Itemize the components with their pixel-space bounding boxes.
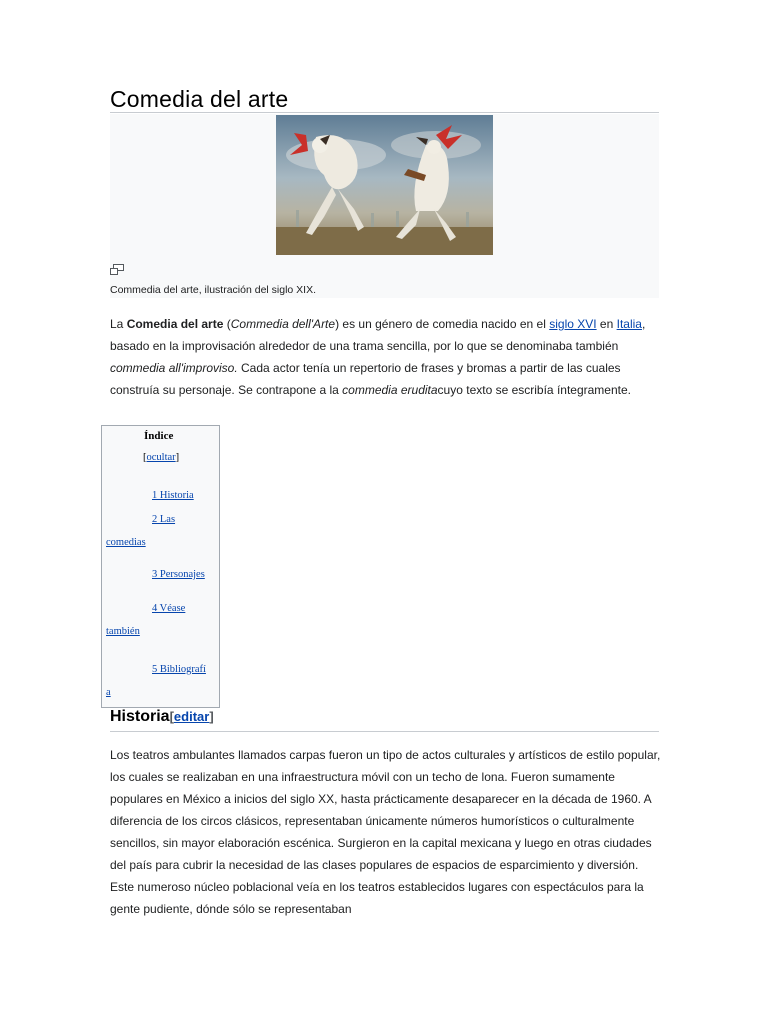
- toc-link[interactable]: 1 Historia: [152, 490, 194, 501]
- lead-text: en: [596, 317, 617, 331]
- lead-text: (: [223, 317, 231, 331]
- edit-bracket: ]: [209, 709, 214, 724]
- toc-item-historia[interactable]: [106, 484, 218, 507]
- thumbnail-figure: [110, 114, 659, 298]
- lead-text: La: [110, 317, 127, 331]
- toc-item-comedias[interactable]: [106, 508, 218, 554]
- lead-paragraph: [110, 313, 662, 401]
- section-heading-text: Historia: [110, 708, 170, 725]
- page-title: Comedia del arte: [110, 86, 289, 112]
- enlarge-icon[interactable]: [110, 264, 124, 275]
- table-of-contents: [101, 425, 220, 708]
- lead-text: ) es un género de comedia nacido en el: [335, 317, 550, 331]
- section-paragraph: Los teatros ambulantes llamados carpas fueron un tipo de actos culturales y artísticos de estilo popular, los cuales se realizaban en una infraestructura móvil con un techo de lona. Fueron sumamente populares en México a inicios del siglo XX, hasta prácticamente desaparecer en la década de 1960. A diferencia de los circos clásicos, representaban únicamente números humorísticos o culturalmente sencillos, sin mayor elaboración escénica. Surgieron en la capital mexicana y luego en otras ciudades del país para cubrir la necesidad de las clases populares de espacios de esparcimiento y diversión. Este numeroso núcleo poblacional veía en los teatros establecidos lugares con espectáculos para la gente pudiente, dónde sólo se representaban: [110, 748, 661, 916]
- edit-bracket: [: [169, 709, 174, 724]
- link-italia[interactable]: Italia: [616, 317, 642, 331]
- figure-caption: Commedia del arte, ilustración del siglo XIX.: [110, 284, 317, 296]
- toc-link[interactable]: también: [106, 626, 140, 637]
- section-heading-historia: [110, 708, 214, 726]
- toc-link[interactable]: comedias: [106, 537, 146, 548]
- lead-italic-term: commedia erudita: [342, 383, 438, 397]
- toc-link[interactable]: 3 Personajes: [152, 569, 205, 580]
- link-siglo-xvi[interactable]: siglo XVI: [549, 317, 597, 331]
- toc-item-vease-tambien[interactable]: [106, 597, 218, 643]
- toc-bracket: ]: [175, 452, 180, 463]
- lead-text: , basado en la improvisación alrededor de una trama sencilla, por lo que se denominaba también: [110, 317, 646, 353]
- toc-title: Índice: [144, 430, 174, 442]
- lead-bold-term: Comedia del arte: [126, 317, 224, 331]
- lead-italic-term: commedia all'improviso.: [110, 361, 238, 375]
- toc-item-bibliografia[interactable]: [106, 658, 218, 704]
- section-divider: [110, 731, 659, 732]
- toc-link[interactable]: 4 Véase: [152, 603, 186, 614]
- toc-bracket: [: [143, 452, 147, 463]
- toc-hide-link[interactable]: ocultar: [146, 452, 176, 463]
- edit-section: [170, 709, 214, 724]
- lead-text: Cada actor tenía un repertorio de frases y bromas a partir de las cuales construía su personaje. Se contrapone a la: [110, 361, 621, 397]
- title-divider: [110, 112, 659, 113]
- toc-link[interactable]: 2 Las: [152, 514, 176, 525]
- edit-link[interactable]: editar: [173, 709, 210, 724]
- lead-text: cuyo texto se escribía íntegramente.: [437, 383, 631, 397]
- lead-italic-term: Commedia dell'Arte: [230, 317, 336, 331]
- commedia-painting-image[interactable]: [276, 115, 493, 255]
- toc-item-personajes[interactable]: [106, 563, 218, 586]
- toc-link[interactable]: 5 Bibliografí: [152, 664, 206, 675]
- toc-toggle: [143, 452, 179, 463]
- toc-link[interactable]: a: [106, 687, 111, 698]
